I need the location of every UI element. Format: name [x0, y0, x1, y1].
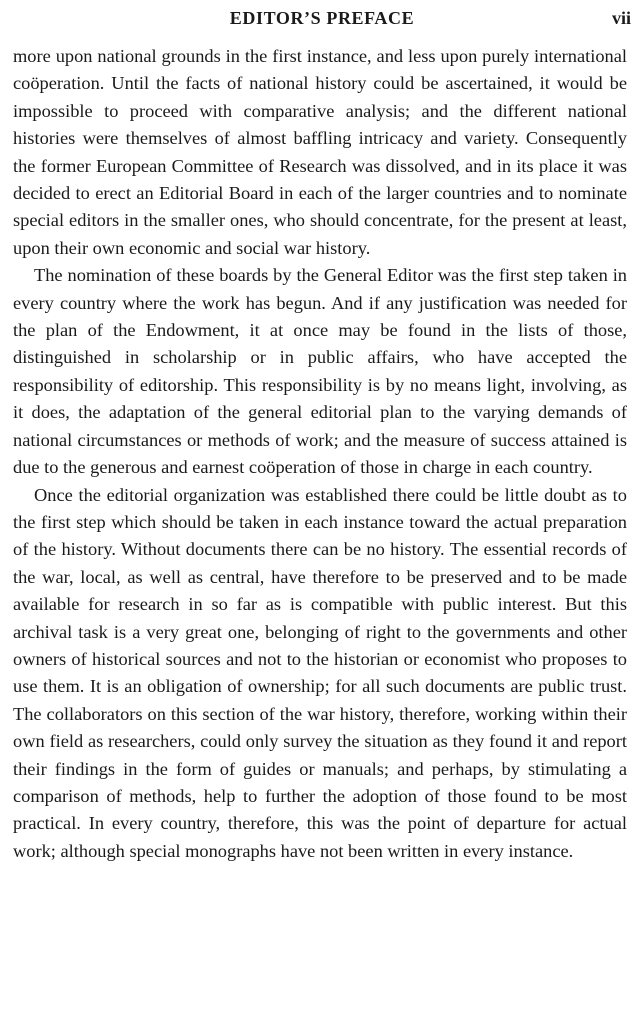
- paragraph-archival-task: Once the editorial organization was established there could be little doubt as to the first step which should be taken in each instance toward the actual preparation of the history. Without documents there can be no history. The essential records of the war, local, as well as central, have therefore to be preserved and to be made available for research in so far as is compatible with public interest. But this archival task is a very great one, belonging of right to the governments and other owners of historical sources and not to the historian or economist who proposes to use them. It is an obligation of ownership; for all such documents are public trust. The collaborators on this section of the war history, therefore, working within their own field as researchers, could only survey the situation as they found it and report their findings in the form of guides or manuals; and perhaps, by stimulating a comparison of methods, help to further the adoption of those found to be most practical. In every country, therefore, this was the point of departure for actual work; although special monographs have not been written in every instance.: [13, 484, 627, 861]
- page-number: vii: [611, 8, 631, 28]
- body-text: [13, 43, 627, 865]
- page-header: [13, 8, 631, 34]
- paragraph-editorial-boards: The nomination of these boards by the General Editor was the first step taken in every country where the work has begun. And if any justification was needed for the plan of the Endowment, it at once may be found in the lists of those, distinguished in scholarship or in public affairs, who have accepted the responsibility of editorship. This responsibility is by no means light, involving, as it does, the adaptation of the general editorial plan to the varying demands of national circumstances or methods of work; and the measure of success attained is due to the generous and earnest coöperation of those in charge in each country.: [13, 265, 627, 478]
- paragraph-continued: more upon national grounds in the first instance, and less upon purely international coöperation. Until the facts of national history could be ascertained, it would be impossible to proceed with comparative analysis; and the different national histories were themselves of almost baffling intricacy and variety. Consequently the former European Committee of Research was dissolved, and in its place it was decided to erect an Editorial Board in each of the larger countries and to nominate special editors in the smaller ones, who should concentrate, for the present at least, upon their own economic and social war history.: [13, 46, 627, 258]
- running-title: EDITOR’S PREFACE: [229, 8, 415, 28]
